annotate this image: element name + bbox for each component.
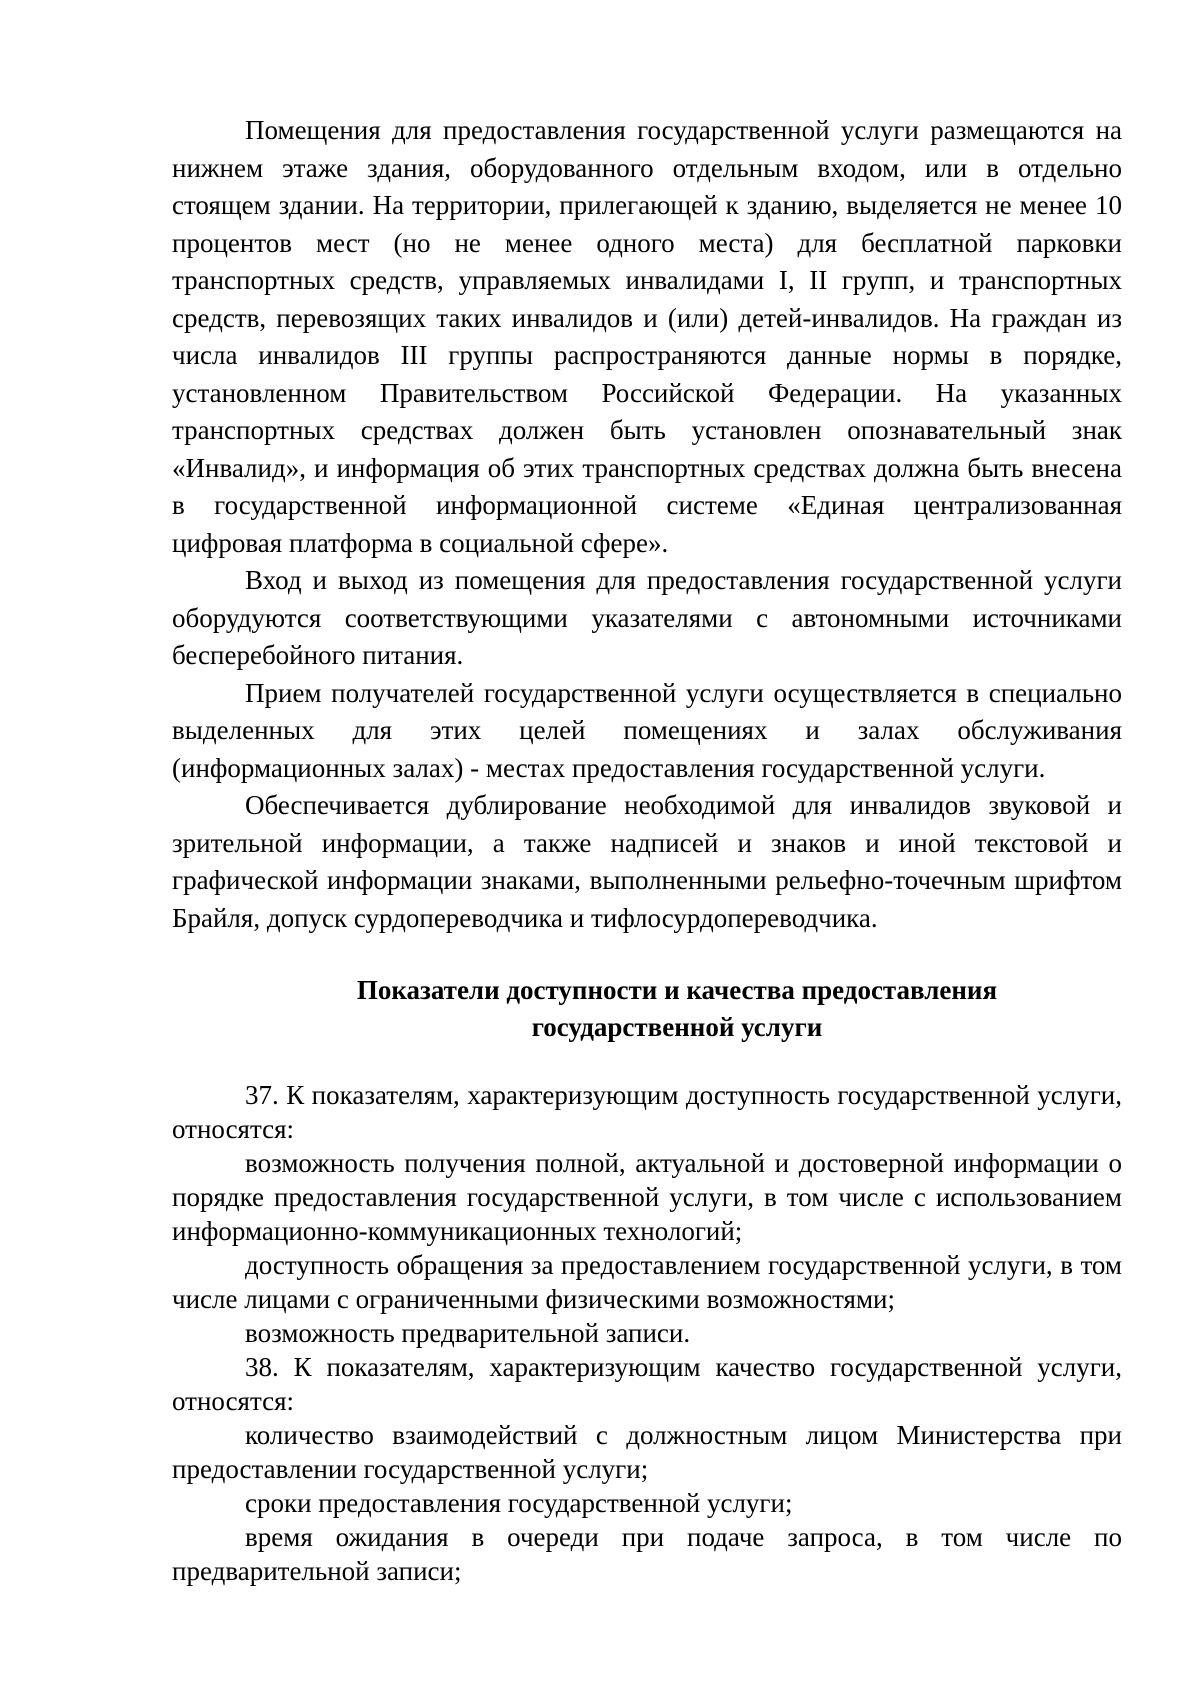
paragraph-premises: Помещения для предоставления государственной услуги размещаются на нижнем этаже здания, оборудованного отдельным входом, или в отдельно стоящем здании. На территории, прилегающей к зданию, выделяется не менее 10 процентов мест (но не менее одного места) для бесплатной парковки транспортных средств, управляемых инвалидами I, II групп, и транспортных средств, перевозящих таких инвалидов и (или) детей-инвалидов. На граждан из числа инвалидов III группы распространяются данные нормы в порядке, установленном Правительством Российской Федерации. На указанных транспортных средствах должен быть установлен опознавательный знак «Инвалид», и информация об этих транспортных средствах должна быть внесена в государственной информационной системе «Единая централизованная цифровая платформа в социальной сфере». <box>172 115 1122 558</box>
document-page <box>172 112 1122 1588</box>
paragraph-reception: Прием получателей государственной услуги осуществляется в специально выделенных для этих целей помещениях и залах обслуживания (информационных залах) - местах предоставления государственной услуги. <box>172 677 1122 783</box>
paragraph-accessibility: Обеспечивается дублирование необходимой для инвалидов звуковой и зрительной информации, а также надписей и знаков и иной текстовой и графической информации знаками, выполненными рельефно-точечным шрифтом Брайля, допуск сурдопереводчика и тифлосурдопереводчика. <box>172 790 1122 933</box>
section-heading-line-2: государственной услуги <box>531 1012 823 1042</box>
indicators-list <box>172 1078 1122 1588</box>
paragraph-access-request: доступность обращения за предоставлением государственной услуги, в том числе лицами с ограниченными физическими возможностями; <box>172 1250 1122 1314</box>
paragraph-item-38: 38. К показателям, характеризующим качество государственной услуги, относятся: <box>172 1352 1122 1416</box>
paragraph-terms: сроки предоставления государственной услуги; <box>245 1488 793 1518</box>
paragraph-interactions: количество взаимодействий с должностным лицом Министерства при предоставлении государственной услуги; <box>172 1420 1122 1484</box>
paragraph-entrance: Вход и выход из помещения для предоставления государственной услуги оборудуются соответствующими указателями с автономными источниками бесперебойного питания. <box>172 565 1122 670</box>
section-heading-line-1: Показатели доступности и качества предоставления <box>356 975 998 1005</box>
paragraph-pre-registration: возможность предварительной записи. <box>245 1318 691 1348</box>
paragraph-waiting-time: время ожидания в очереди при подаче запроса, в том числе по предварительной записи; <box>172 1522 1122 1586</box>
section-heading <box>172 972 1122 1046</box>
paragraph-item-37: 37. К показателям, характеризующим доступность государственной услуги, относятся: <box>172 1080 1122 1144</box>
paragraph-info-availability: возможность получения полной, актуальной и достоверной информации о порядке предоставления государственной услуги, в том числе с использованием информационно-коммуникационных технологий; <box>172 1148 1122 1246</box>
